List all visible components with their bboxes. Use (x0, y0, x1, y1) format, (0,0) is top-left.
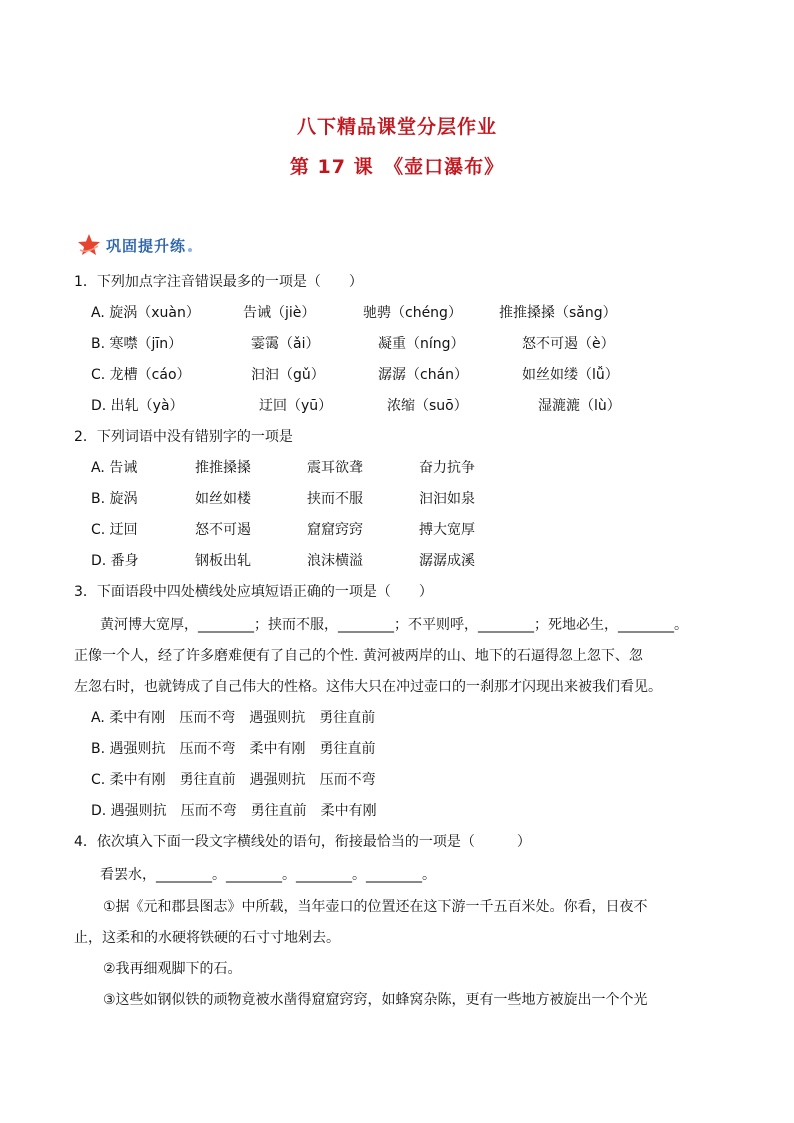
question-2-stem: 2．下列词语中没有错别字的一项是 (74, 429, 293, 445)
q1-b-3: 凝重（níng） (378, 336, 465, 352)
q2-d-3: 浪沫横溢 (307, 553, 363, 569)
q1-c-2: 汩汩（gǔ） (251, 367, 325, 383)
q1-c-1: C. 龙槽（cáo） (91, 367, 191, 383)
q1-d-2: 迂回（yū） (259, 398, 333, 414)
q2-b-1: B. 旋涡 (91, 491, 138, 507)
q4-blank-line: 看罢水，________。________。________。________。 (100, 867, 436, 883)
q1-a-3: 驰骋（chéng） (363, 305, 462, 321)
question-4-stem: 4．依次填入下面一段文字横线处的语句，衔接最恰当的一项是（ ） (74, 834, 531, 850)
q2-a-3: 震耳欲聋 (307, 460, 363, 476)
q2-c-3: 窟窟窍窍 (307, 522, 363, 538)
q1-a-2: 告诫（jiè） (243, 305, 316, 321)
question-1-stem: 1．下列加点字注音错误最多的一项是（ ） (74, 274, 363, 290)
q4-sentence-2: ②我再细观脚下的石。 (103, 961, 242, 977)
q1-d-4: 湿漉漉（lù） (538, 398, 621, 414)
q1-d-3: 浓缩（suō） (387, 398, 468, 414)
q2-b-2: 如丝如楼 (195, 491, 251, 507)
q3-passage-line-2: 正像一个人，经了许多磨难便有了自己的个性. 黄河被两岸的山、地下的石逼得忽上忽下、忽 (74, 648, 643, 664)
q4-sentence-1-cont: 止，这柔和的水硬将铁硬的石寸寸地剁去。 (74, 930, 340, 946)
lesson-title: 第 17 课 《壶口瀑布》 (289, 156, 505, 178)
q2-c-2: 怒不可遏 (195, 522, 251, 538)
q3-option-a[interactable]: A. 柔中有刚 压而不弯 遇强则抗 勇往直前 (91, 710, 376, 726)
q2-c-1: C. 迂回 (91, 522, 138, 538)
q2-a-4: 奋力抗争 (419, 460, 475, 476)
question-3-stem: 3．下面语段中四处横线处应填短语正确的一项是（ ） (74, 584, 433, 600)
q1-c-4: 如丝如缕（lǚ） (522, 367, 619, 383)
q1-b-4: 怒不可遏（è） (522, 336, 615, 352)
q1-a-1: A. 旋涡（xuàn） (91, 305, 200, 321)
section-header (76, 232, 192, 258)
q3-option-b[interactable]: B. 遇强则抗 压而不弯 柔中有刚 勇往直前 (91, 741, 376, 757)
q3-passage-line-3: 左忽右时，也就铸成了自己伟大的性格。这伟大只在冲过壶口的一刹那才闪现出来被我们看见。 (74, 679, 662, 695)
star-icon (76, 232, 102, 258)
q3-option-c[interactable]: C. 柔中有刚 勇往直前 遇强则抗 压而不弯 (91, 772, 376, 788)
q4-sentence-1: ①据《元和郡县图志》中所载，当年壶口的位置还在这下游一千五百米处。你看，日夜不 (103, 899, 648, 915)
q1-b-1: B. 寒噤（jīn） (91, 336, 183, 352)
section-label: 巩固提升练 (106, 236, 187, 255)
q2-d-1: D. 番身 (91, 553, 139, 569)
q1-d-1: D. 出轧（yà） (91, 398, 184, 414)
q3-passage-line-1: 黄河博大宽厚，________；挟而不服，________；不平则呼，________；死地必生，________。 (100, 617, 688, 633)
document-title: 八下精品课堂分层作业 (296, 116, 497, 138)
decorative-dot (188, 248, 192, 252)
q2-b-3: 挟而不服 (307, 491, 363, 507)
q3-option-d[interactable]: D. 遇强则抗 压而不弯 勇往直前 柔中有刚 (91, 803, 377, 819)
q1-b-2: 霎霭（ǎi） (251, 336, 320, 352)
q2-d-2: 钢板出轧 (195, 553, 251, 569)
q4-sentence-3: ③这些如钢似铁的顽物竟被水凿得窟窟窍窍，如蜂窝杂陈，更有一些地方被旋出一个个光 (103, 992, 648, 1008)
q2-d-4: 潺潺成溪 (419, 553, 475, 569)
q2-b-4: 汩汩如泉 (419, 491, 475, 507)
q2-a-1: A. 告诫 (91, 460, 138, 476)
q1-c-3: 潺潺（chán） (378, 367, 469, 383)
q2-c-4: 搏大宽厚 (419, 522, 475, 538)
q2-a-2: 推推搡搡 (195, 460, 251, 476)
q1-a-4: 推推搡搡（sǎng） (499, 305, 617, 321)
